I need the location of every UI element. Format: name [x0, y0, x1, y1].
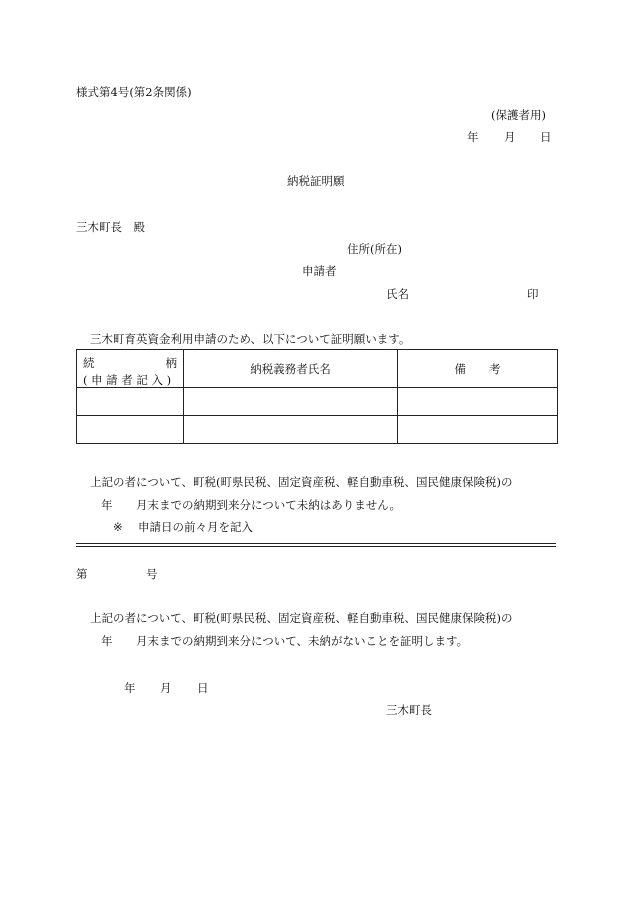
- statement-year-label: 年: [101, 498, 113, 512]
- remarks-cell: [398, 388, 558, 416]
- copy-type: (保護者用): [491, 108, 546, 122]
- relationship-header-char-2: 柄: [165, 356, 177, 370]
- taxpayer-name-cell: [184, 416, 398, 444]
- relationship-header-note: (申請者記入): [83, 373, 175, 387]
- table-row: [77, 388, 558, 416]
- header-year-label: 年: [467, 130, 479, 144]
- header-month-label: 月: [504, 130, 516, 144]
- divider-line: [76, 543, 556, 544]
- form-number: 様式第4号(第2条関係): [76, 85, 192, 99]
- cert-month: 月: [160, 681, 172, 695]
- table-header-row: [77, 350, 558, 388]
- cert-line-2: 月末までの納期到来分について、未納がないことを証明します。: [136, 634, 469, 648]
- name-label: 氏名: [386, 287, 409, 301]
- note-text: 申請日の前々月を記入: [138, 520, 253, 534]
- header-day-label: 日: [540, 130, 552, 144]
- statement-line-2: 月末までの納期到来分について未納はありません。: [136, 498, 401, 512]
- taxpayer-name-header: 納税義務者氏名: [184, 350, 398, 388]
- cert-year-label: 年: [101, 634, 113, 648]
- relationship-header: [77, 350, 184, 388]
- cert-year: 年: [124, 681, 136, 695]
- relationship-cell: [77, 388, 184, 416]
- cert-number-suffix: 号: [146, 567, 158, 581]
- address-label: 住所(所在): [347, 242, 402, 256]
- remarks-header: 備 考: [398, 350, 558, 388]
- cert-line-1: 上記の者について、町税(町県民税、固定資産税、軽自動車税、国民健康保険税)の: [90, 611, 513, 625]
- applicant-label: 申請者: [302, 264, 337, 278]
- divider-line: [76, 546, 556, 547]
- seal-mark: 印: [527, 287, 539, 301]
- issuer: 三木町長: [386, 703, 432, 717]
- statement-line-1: 上記の者について、町税(町県民税、固定資産税、軽自動車税、国民健康保険税)の: [90, 475, 513, 489]
- note-mark: ※: [113, 520, 123, 534]
- request-text: 三木町育英資金利用申請のため、以下について証明願います。: [90, 332, 411, 346]
- relationship-header-char-1: 続: [83, 356, 95, 370]
- relationship-cell: [77, 416, 184, 444]
- remarks-cell: [398, 416, 558, 444]
- table-row: [77, 416, 558, 444]
- addressee: 三木町長 殿: [76, 220, 145, 234]
- cert-number-prefix: 第: [76, 567, 88, 581]
- cert-day: 日: [197, 681, 209, 695]
- document-title: 納税証明願: [287, 174, 345, 188]
- tax-payer-table: [76, 349, 558, 444]
- taxpayer-name-cell: [184, 388, 398, 416]
